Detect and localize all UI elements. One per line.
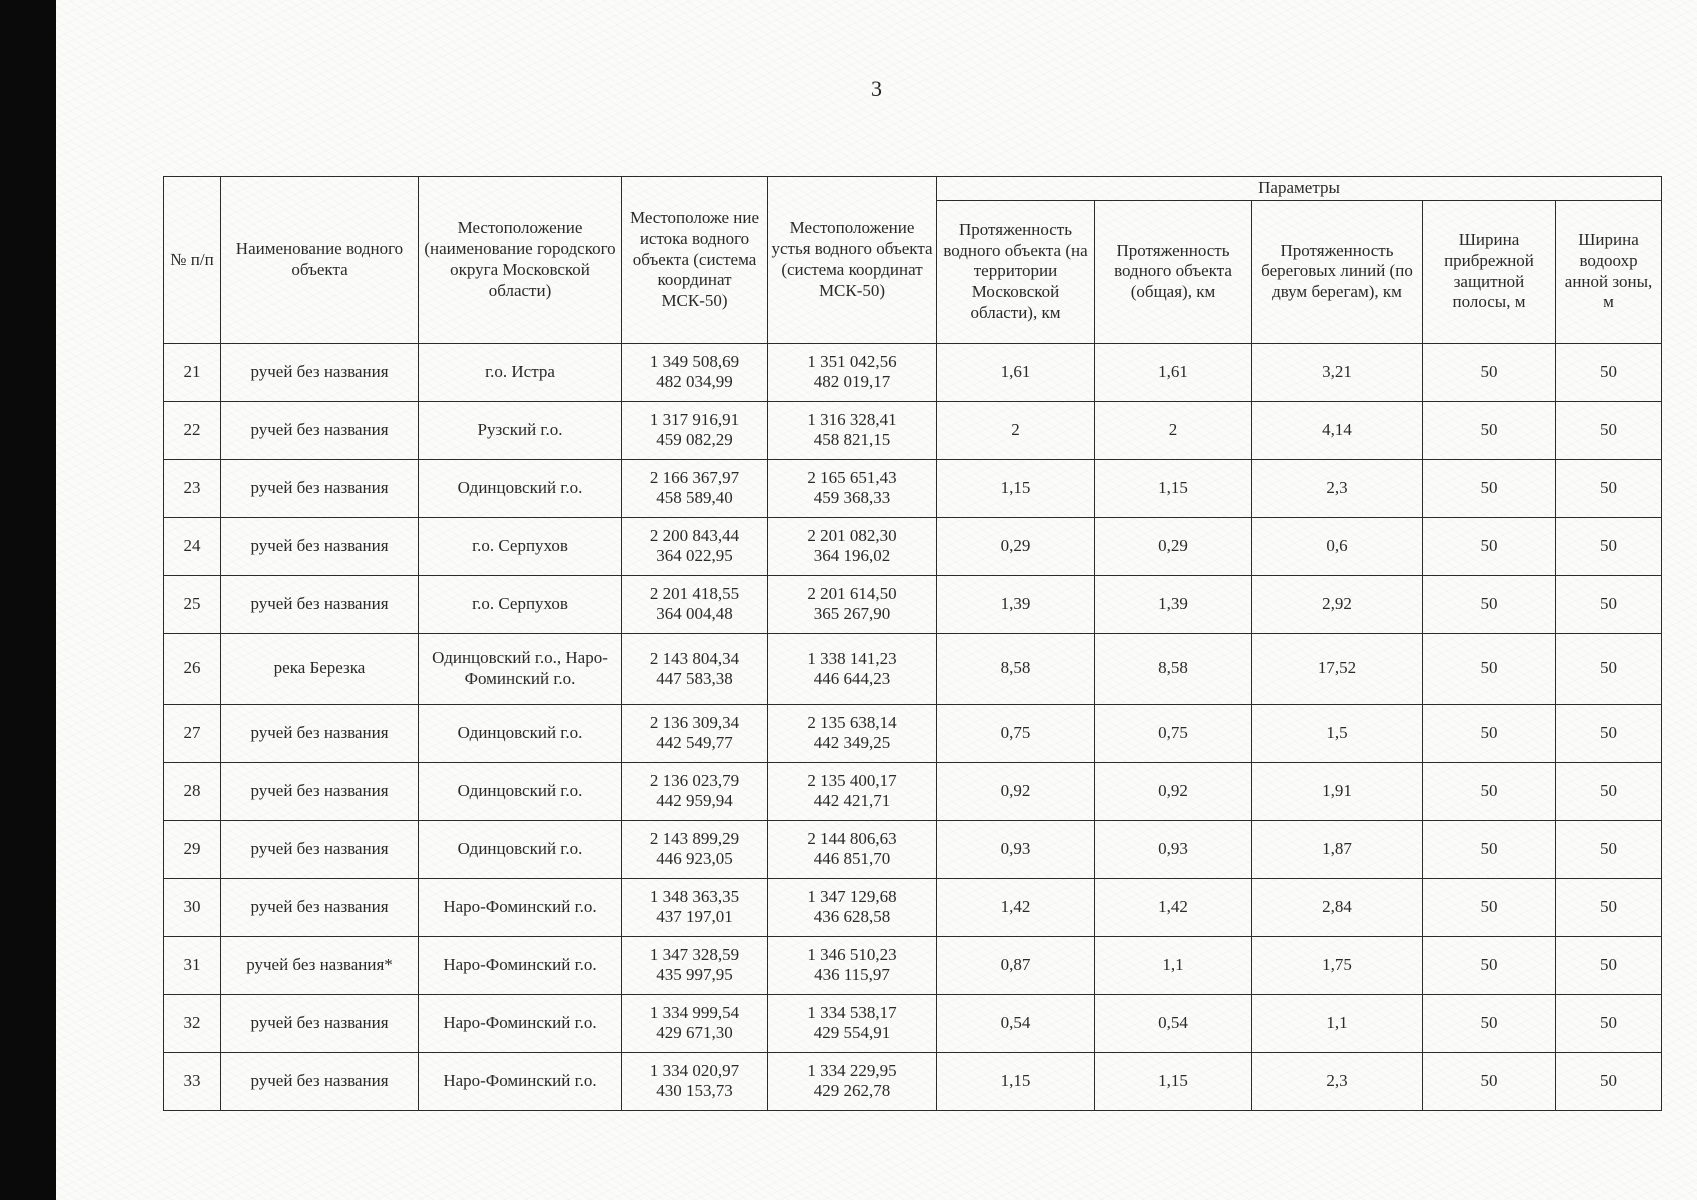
header-length-region: Протяженность водного объекта (на территории Московской области), км [937,200,1095,343]
table-row [164,517,1662,575]
cell-water-zone: 50 [1556,633,1662,704]
source-coord-y: 459 082,29 [656,430,733,450]
cell-mouth [768,633,937,704]
cell-num: 27 [164,704,221,762]
source-coord-y: 430 153,73 [656,1081,733,1101]
source-coord-x: 2 201 418,55 [649,584,740,604]
source-coord-x: 1 348 363,35 [649,887,740,907]
cell-source [622,878,768,936]
cell-name: река Березка [221,633,419,704]
cell-shore-length: 1,5 [1252,704,1423,762]
mouth-coord-y: 365 267,90 [813,604,891,624]
cell-num: 28 [164,762,221,820]
cell-name: ручей без названия [221,878,419,936]
table-row [164,994,1662,1052]
cell-length-region: 1,15 [937,459,1095,517]
table-row [164,878,1662,936]
table-row [164,762,1662,820]
cell-length-total: 1,15 [1095,1052,1252,1110]
mouth-coord-x: 1 334 229,95 [807,1061,897,1081]
cell-name: ручей без названия [221,517,419,575]
cell-length-region: 0,29 [937,517,1095,575]
cell-shore-length: 17,52 [1252,633,1423,704]
cell-mouth [768,936,937,994]
source-coord-y: 364 022,95 [656,546,733,566]
cell-coastal-strip: 50 [1423,994,1556,1052]
cell-source [622,762,768,820]
cell-location: Наро-Фоминский г.о. [419,936,622,994]
header-water-zone: Ширина водоохр анной зоны, м [1556,200,1662,343]
source-coord-y: 446 923,05 [656,849,733,869]
cell-location: г.о. Серпухов [419,517,622,575]
cell-coastal-strip: 50 [1423,878,1556,936]
table-row [164,704,1662,762]
cell-name: ручей без названия [221,820,419,878]
table-row [164,633,1662,704]
cell-coastal-strip: 50 [1423,762,1556,820]
cell-num: 33 [164,1052,221,1110]
source-coord-y: 442 549,77 [656,733,733,753]
mouth-coord-y: 446 851,70 [813,849,891,869]
source-coord-x: 1 317 916,91 [649,410,740,430]
cell-length-region: 2 [937,401,1095,459]
source-coord-y: 435 997,95 [656,965,733,985]
cell-location: Одинцовский г.о. [419,762,622,820]
cell-length-total: 1,39 [1095,575,1252,633]
cell-location: Рузский г.о. [419,401,622,459]
cell-name: ручей без названия [221,1052,419,1110]
cell-water-zone: 50 [1556,878,1662,936]
table-row [164,936,1662,994]
cell-num: 29 [164,820,221,878]
mouth-coord-y: 458 821,15 [813,430,891,450]
cell-mouth [768,878,937,936]
cell-source [622,575,768,633]
cell-water-zone: 50 [1556,994,1662,1052]
mouth-coord-y: 442 421,71 [813,791,891,811]
header-parameters: Параметры [937,177,1662,201]
cell-location: г.о. Истра [419,343,622,401]
cell-shore-length: 1,1 [1252,994,1423,1052]
cell-name: ручей без названия [221,575,419,633]
header-location: Местоположение (наименование городского округа Московской области) [419,177,622,344]
cell-coastal-strip: 50 [1423,575,1556,633]
mouth-coord-y: 446 644,23 [813,668,891,688]
cell-length-region: 0,75 [937,704,1095,762]
cell-coastal-strip: 50 [1423,401,1556,459]
cell-num: 26 [164,633,221,704]
cell-length-total: 0,75 [1095,704,1252,762]
cell-mouth [768,820,937,878]
source-coord-x: 2 200 843,44 [649,526,740,546]
mouth-coord-x: 2 144 806,63 [807,829,897,849]
table-header [164,177,1662,344]
mouth-coord-x: 1 316 328,41 [807,410,897,430]
cell-location: Одинцовский г.о. [419,459,622,517]
cell-location: Одинцовский г.о., Наро-Фоминский г.о. [419,633,622,704]
cell-mouth [768,459,937,517]
cell-length-total: 1,42 [1095,878,1252,936]
cell-length-total: 0,93 [1095,820,1252,878]
cell-location: Наро-Фоминский г.о. [419,878,622,936]
mouth-coord-x: 2 201 614,50 [807,584,897,604]
cell-shore-length: 2,84 [1252,878,1423,936]
cell-source [622,633,768,704]
cell-num: 32 [164,994,221,1052]
cell-water-zone: 50 [1556,704,1662,762]
table-row [164,459,1662,517]
cell-coastal-strip: 50 [1423,343,1556,401]
cell-coastal-strip: 50 [1423,936,1556,994]
cell-mouth [768,343,937,401]
cell-length-total: 0,92 [1095,762,1252,820]
cell-source [622,401,768,459]
cell-num: 21 [164,343,221,401]
cell-source [622,343,768,401]
cell-coastal-strip: 50 [1423,633,1556,704]
cell-source [622,704,768,762]
cell-coastal-strip: 50 [1423,459,1556,517]
cell-source [622,820,768,878]
cell-location: Наро-Фоминский г.о. [419,994,622,1052]
header-coastal-strip: Ширина прибрежной защитной полосы, м [1423,200,1556,343]
cell-source [622,459,768,517]
water-objects-table-wrapper [163,176,1661,1111]
cell-length-region: 0,93 [937,820,1095,878]
cell-water-zone: 50 [1556,936,1662,994]
table-row [164,343,1662,401]
cell-mouth [768,401,937,459]
cell-name: ручей без названия [221,704,419,762]
source-coord-x: 2 136 023,79 [649,771,740,791]
cell-length-region: 1,39 [937,575,1095,633]
cell-shore-length: 2,3 [1252,459,1423,517]
cell-location: Одинцовский г.о. [419,820,622,878]
cell-mouth [768,994,937,1052]
source-coord-y: 458 589,40 [656,488,733,508]
cell-length-total: 0,29 [1095,517,1252,575]
mouth-coord-x: 1 346 510,23 [807,945,897,965]
header-num: № п/п [164,177,221,344]
cell-shore-length: 4,14 [1252,401,1423,459]
table-row [164,575,1662,633]
source-coord-y: 437 197,01 [656,907,733,927]
cell-source [622,994,768,1052]
table-body [164,343,1662,1110]
cell-source [622,1052,768,1110]
cell-mouth [768,517,937,575]
source-coord-x: 2 143 804,34 [649,648,740,668]
cell-length-region: 1,42 [937,878,1095,936]
cell-shore-length: 3,21 [1252,343,1423,401]
source-coord-x: 2 143 899,29 [649,829,740,849]
cell-length-region: 0,92 [937,762,1095,820]
mouth-coord-y: 364 196,02 [813,546,891,566]
mouth-coord-y: 442 349,25 [813,733,891,753]
cell-name: ручей без названия [221,762,419,820]
cell-location: Одинцовский г.о. [419,704,622,762]
cell-water-zone: 50 [1556,575,1662,633]
cell-name: ручей без названия [221,401,419,459]
source-coord-x: 2 136 309,34 [649,713,740,733]
cell-name: ручей без названия [221,459,419,517]
cell-mouth [768,762,937,820]
cell-length-region: 1,15 [937,1052,1095,1110]
source-coord-y: 482 034,99 [656,372,733,392]
header-row-top [164,177,1662,201]
source-coord-x: 1 349 508,69 [649,352,740,372]
cell-length-total: 1,15 [1095,459,1252,517]
table-row [164,401,1662,459]
cell-shore-length: 2,92 [1252,575,1423,633]
water-objects-table [163,176,1662,1111]
cell-shore-length: 2,3 [1252,1052,1423,1110]
source-coord-y: 364 004,48 [656,604,733,624]
cell-num: 23 [164,459,221,517]
cell-coastal-strip: 50 [1423,517,1556,575]
cell-location: Наро-Фоминский г.о. [419,1052,622,1110]
page-number: 3 [871,76,882,101]
scan-dark-edge [0,0,56,1200]
cell-num: 30 [164,878,221,936]
cell-water-zone: 50 [1556,343,1662,401]
cell-source [622,936,768,994]
mouth-coord-x: 1 338 141,23 [807,648,897,668]
cell-name: ручей без названия [221,994,419,1052]
cell-num: 25 [164,575,221,633]
mouth-coord-y: 436 115,97 [814,965,890,985]
header-source: Местоположе ние истока водного объекта (система координат МСК-50) [622,177,768,344]
cell-coastal-strip: 50 [1423,820,1556,878]
mouth-coord-y: 429 554,91 [813,1023,891,1043]
source-coord-x: 1 334 999,54 [649,1003,740,1023]
cell-name: ручей без названия* [221,936,419,994]
cell-num: 22 [164,401,221,459]
cell-mouth [768,704,937,762]
document-page [56,0,1697,1200]
cell-water-zone: 50 [1556,401,1662,459]
cell-water-zone: 50 [1556,459,1662,517]
cell-length-total: 0,54 [1095,994,1252,1052]
cell-length-total: 2 [1095,401,1252,459]
header-mouth: Местоположение устья водного объекта (система координат МСК-50) [768,177,937,344]
source-coord-x: 2 166 367,97 [649,468,740,488]
cell-length-total: 8,58 [1095,633,1252,704]
mouth-coord-x: 1 351 042,56 [807,352,897,372]
mouth-coord-x: 2 201 082,30 [807,526,897,546]
cell-name: ручей без названия [221,343,419,401]
mouth-coord-x: 2 135 400,17 [807,771,897,791]
cell-water-zone: 50 [1556,517,1662,575]
cell-num: 31 [164,936,221,994]
mouth-coord-y: 482 019,17 [813,372,891,392]
mouth-coord-y: 436 628,58 [813,907,891,927]
cell-shore-length: 0,6 [1252,517,1423,575]
table-row [164,1052,1662,1110]
cell-shore-length: 1,75 [1252,936,1423,994]
source-coord-y: 429 671,30 [656,1023,733,1043]
cell-length-region: 8,58 [937,633,1095,704]
mouth-coord-x: 2 135 638,14 [807,713,897,733]
table-row [164,820,1662,878]
source-coord-x: 1 347 328,59 [649,945,740,965]
mouth-coord-x: 1 334 538,17 [807,1003,897,1023]
cell-length-region: 0,54 [937,994,1095,1052]
mouth-coord-y: 429 262,78 [813,1081,891,1101]
source-coord-y: 447 583,38 [656,668,733,688]
cell-water-zone: 50 [1556,820,1662,878]
mouth-coord-x: 1 347 129,68 [807,887,897,907]
cell-num: 24 [164,517,221,575]
cell-length-total: 1,1 [1095,936,1252,994]
cell-shore-length: 1,87 [1252,820,1423,878]
cell-location: г.о. Серпухов [419,575,622,633]
source-coord-y: 442 959,94 [656,791,733,811]
cell-mouth [768,575,937,633]
cell-coastal-strip: 50 [1423,1052,1556,1110]
source-coord-x: 1 334 020,97 [649,1061,740,1081]
header-length-total: Протяженность водного объекта (общая), км [1095,200,1252,343]
header-name: Наименование водного объекта [221,177,419,344]
cell-coastal-strip: 50 [1423,704,1556,762]
cell-length-region: 1,61 [937,343,1095,401]
mouth-coord-x: 2 165 651,43 [807,468,897,488]
cell-length-total: 1,61 [1095,343,1252,401]
cell-shore-length: 1,91 [1252,762,1423,820]
header-shore-length: Протяженность береговых линий (по двум берегам), км [1252,200,1423,343]
cell-mouth [768,1052,937,1110]
cell-source [622,517,768,575]
mouth-coord-y: 459 368,33 [813,488,891,508]
cell-water-zone: 50 [1556,1052,1662,1110]
cell-length-region: 0,87 [937,936,1095,994]
cell-water-zone: 50 [1556,762,1662,820]
